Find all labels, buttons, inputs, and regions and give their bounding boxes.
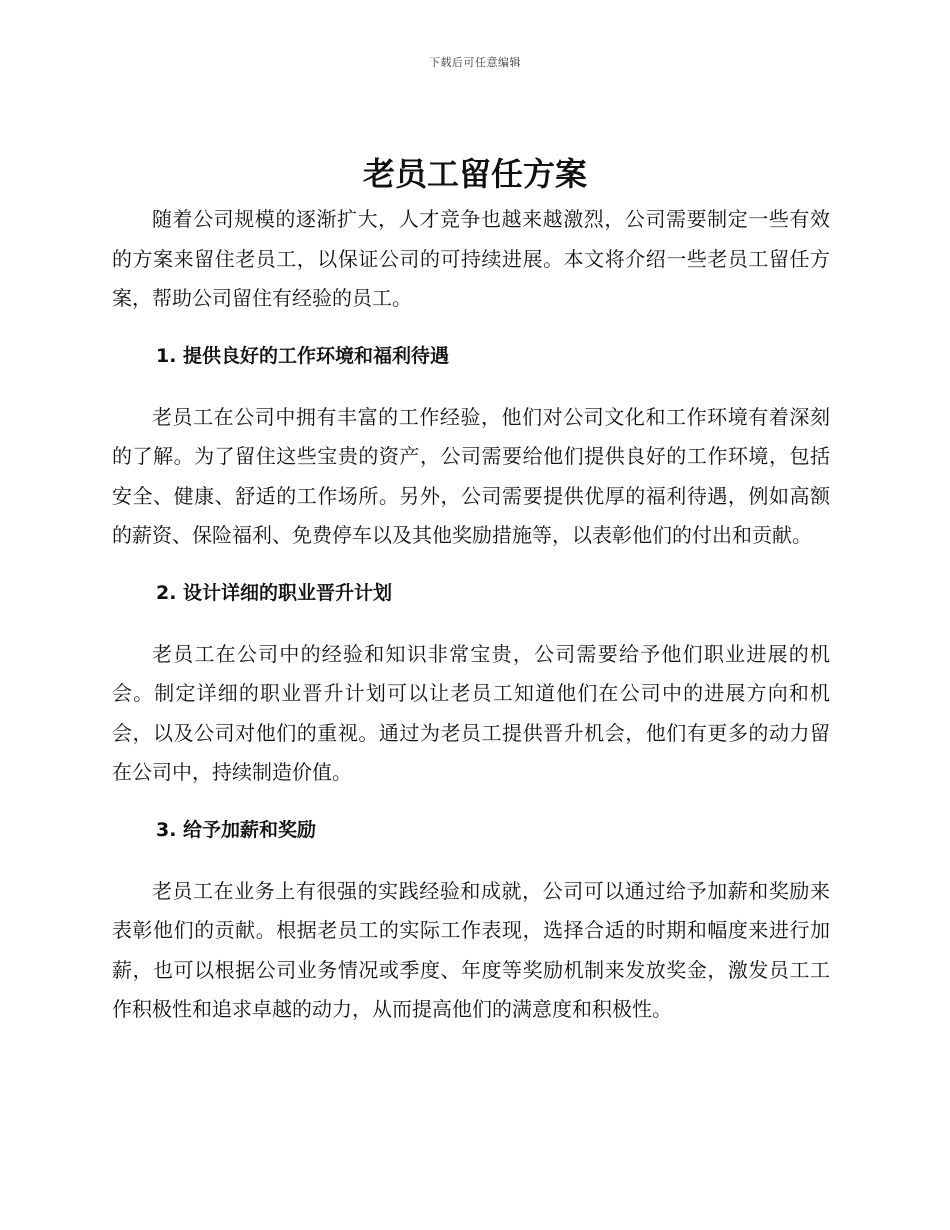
section-body-1: 老员工在公司中拥有丰富的工作经验，他们对公司文化和工作环境有着深刻的了解。为了留住这些宝贵的资产，公司需要给他们提供良好的工作环境，包括安全、健康、舒适的工作场所。另外，公司需要提供优厚的福利待遇，例如高额的薪资、保险福利、免费停车以及其他奖励措施等，以表彰他们的付出和贡献。 [112,404,830,547]
document-body [112,200,830,1030]
document-title: 老员工留任方案 [362,155,587,193]
section-body-2: 老员工在公司中的经验和知识非常宝贵，公司需要给予他们职业进展的机会。制定详细的职业晋升计划可以让老员工知道他们在公司中的进展方向和机会，以及公司对他们的重视。通过为老员工提供晋升机会，他们有更多的动力留在公司中，持续制造价值。 [112,641,830,784]
intro-paragraph: 随着公司规模的逐渐扩大，人才竞争也越来越激烈，公司需要制定一些有效的方案来留住老员工，以保证公司的可持续进展。本文将介绍一些老员工留任方案，帮助公司留住有经验的员工。 [112,207,830,310]
section-heading-1: 1. 提供良好的工作环境和福利待遇 [156,344,450,367]
section-body-3: 老员工在业务上有很强的实践经验和成就，公司可以通过给予加薪和奖励来表彰他们的贡献。根据老员工的实际工作表现，选择合适的时期和幅度来进行加薪，也可以根据公司业务情况或季度、年度等奖励机制来发放奖金，激发员工工作积极性和追求卓越的动力，从而提高他们的满意度和积极性。 [112,878,830,1021]
page-header-note: 下载后可任意编辑 [429,56,521,69]
section-heading-2: 2. 设计详细的职业晋升计划 [156,581,393,604]
section-heading-3: 3. 给予加薪和奖励 [156,818,317,841]
